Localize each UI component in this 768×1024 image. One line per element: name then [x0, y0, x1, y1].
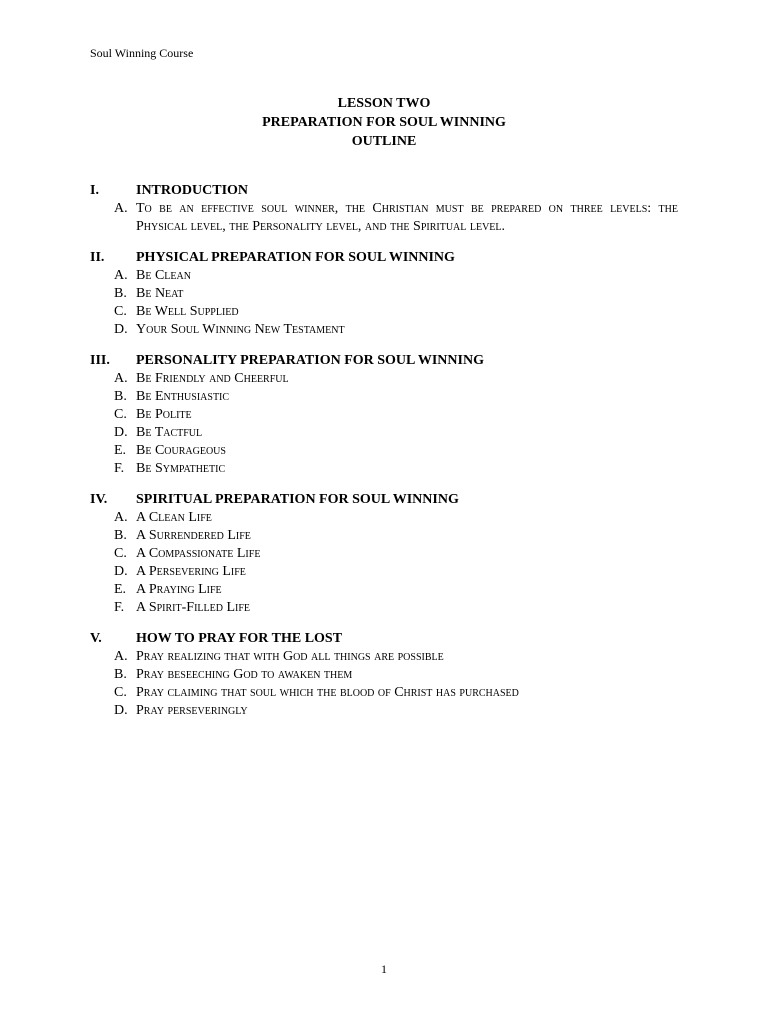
outline-item: [90, 666, 678, 684]
outline-item: [90, 442, 678, 460]
item-letter: F.: [114, 600, 125, 615]
outline-item: [90, 527, 678, 545]
section-heading: [90, 181, 678, 200]
item-text: Be Courageous: [136, 443, 226, 458]
item-text: A Spirit-Filled Life: [136, 600, 251, 615]
lesson-title: LESSON TWO: [337, 96, 431, 111]
item-text: Be Friendly and Cheerful: [136, 371, 289, 386]
item-letter: C.: [114, 546, 127, 561]
section-number: I.: [90, 183, 99, 198]
item-text: Pray beseeching God to awaken them: [136, 667, 353, 682]
outline-item: [90, 581, 678, 599]
item-letter: D.: [114, 425, 128, 440]
item-letter: A.: [114, 201, 128, 216]
item-text: Be Sympathetic: [136, 461, 226, 476]
section-title: PHYSICAL PREPARATION FOR SOUL WINNING: [136, 250, 455, 265]
item-letter: F.: [114, 461, 125, 476]
item-letter: B.: [114, 286, 127, 301]
item-text: A Compassionate Life: [136, 546, 261, 561]
item-text: A Clean Life: [136, 510, 212, 525]
outline-section: [90, 490, 678, 617]
item-letter: A.: [114, 649, 128, 664]
item-letter: C.: [114, 685, 127, 700]
item-letter: C.: [114, 407, 127, 422]
outline-heading: OUTLINE: [351, 134, 417, 149]
outline-item: [90, 563, 678, 581]
outline-item: [90, 648, 678, 666]
outline-item: [90, 702, 678, 720]
item-letter: C.: [114, 304, 127, 319]
item-letter: A.: [114, 371, 128, 386]
item-text: Pray realizing that with God all things are possible: [136, 649, 444, 664]
outline-item: [90, 370, 678, 388]
section-number: II.: [90, 250, 105, 265]
item-text: A Praying Life: [136, 582, 222, 597]
section-heading: [90, 351, 678, 370]
item-text: Be Enthusiastic: [136, 389, 230, 404]
outline-item: [90, 684, 678, 702]
outline-item: [90, 545, 678, 563]
section-heading: [90, 248, 678, 267]
item-text: Pray perseveringly: [136, 703, 248, 718]
item-text: Your Soul Winning New Testament: [136, 322, 345, 337]
outline-item: [90, 424, 678, 442]
outline-item: [90, 267, 678, 285]
outline-section: [90, 181, 678, 236]
item-text: Be Tactful: [136, 425, 203, 440]
running-header: Soul Winning Course: [90, 46, 194, 60]
outline-item: [90, 200, 678, 236]
item-letter: B.: [114, 667, 127, 682]
outline-item: [90, 303, 678, 321]
outline-section: [90, 351, 678, 478]
section-title: SPIRITUAL PREPARATION FOR SOUL WINNING: [136, 492, 459, 507]
item-text: Be Neat: [136, 286, 184, 301]
outline-item: [90, 406, 678, 424]
item-letter: B.: [114, 389, 127, 404]
outline-item: [90, 599, 678, 617]
item-text: A Persevering Life: [136, 564, 246, 579]
section-number: V.: [90, 631, 102, 646]
item-letter: D.: [114, 703, 128, 718]
section-heading: [90, 490, 678, 509]
item-letter: D.: [114, 564, 128, 579]
item-letter: E.: [114, 582, 127, 597]
section-title: HOW TO PRAY FOR THE LOST: [136, 631, 343, 646]
item-letter: D.: [114, 322, 128, 337]
item-text: A Surrendered Life: [136, 528, 251, 543]
outline: [90, 181, 678, 732]
outline-item: [90, 509, 678, 527]
outline-item: [90, 321, 678, 339]
outline-section: [90, 629, 678, 720]
item-letter: A.: [114, 268, 128, 283]
lesson-subtitle: PREPARATION FOR SOUL WINNING: [262, 115, 506, 130]
item-letter: A.: [114, 510, 128, 525]
lesson-title-block: [0, 94, 768, 151]
item-text: Be Polite: [136, 407, 192, 422]
section-title: PERSONALITY PREPARATION FOR SOUL WINNING: [136, 353, 484, 368]
item-text: Be Clean: [136, 268, 191, 283]
outline-section: [90, 248, 678, 339]
section-heading: [90, 629, 678, 648]
item-letter: B.: [114, 528, 127, 543]
item-text: Pray claiming that soul which the blood of Christ has purchased: [136, 685, 519, 700]
section-number: III.: [90, 353, 110, 368]
section-number: IV.: [90, 492, 108, 507]
item-text: To be an effective soul winner, the Christian must be prepared on three levels: the Physical level, the Personality level, and the Spiritual level.: [136, 201, 678, 234]
outline-item: [90, 285, 678, 303]
section-title: INTRODUCTION: [136, 183, 249, 198]
page-number: 1: [381, 962, 387, 976]
outline-item: [90, 388, 678, 406]
outline-item: [90, 460, 678, 478]
item-text: Be Well Supplied: [136, 304, 239, 319]
item-letter: E.: [114, 443, 127, 458]
